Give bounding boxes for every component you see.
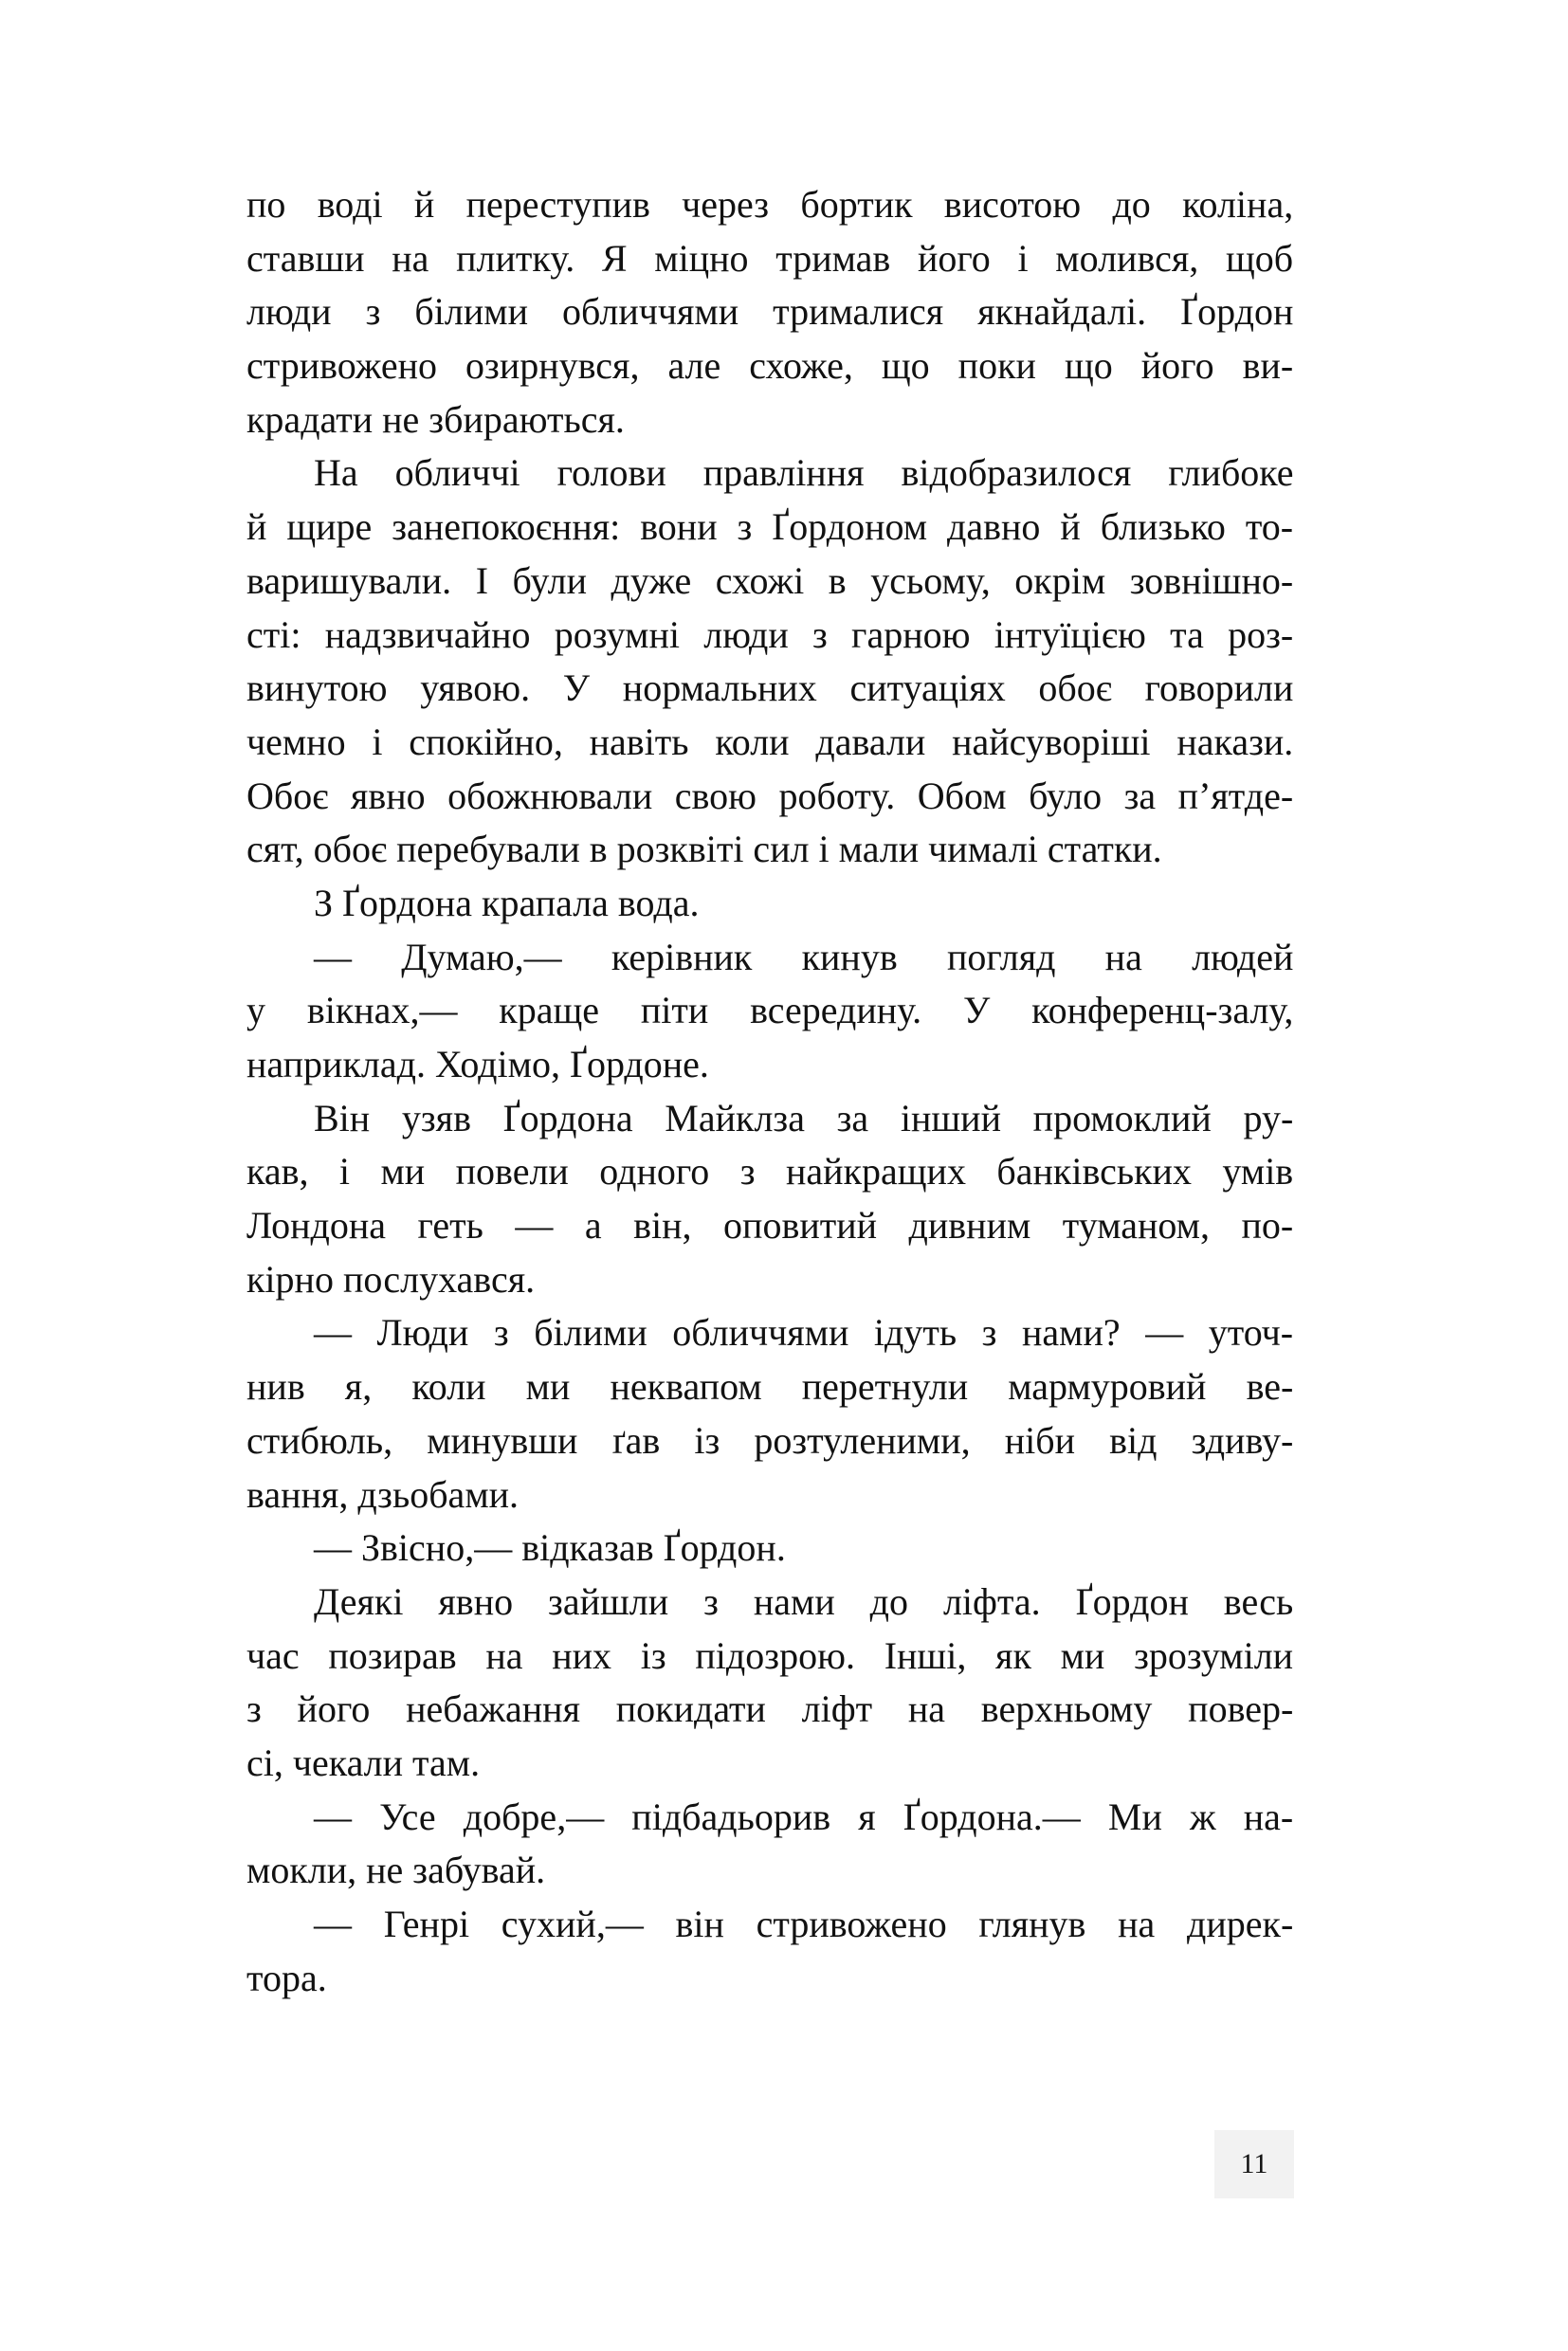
text-line-content: стривожено озирнувся, але схоже, що поки що його ви- [246,344,1294,388]
body-text [246,178,1294,2005]
text-line-content: кірно послухався. [246,1257,536,1301]
text-line [246,501,1294,555]
text-line [246,931,1294,985]
text-line-content: Обоє явно обожнювали свою роботу. Обом було за п’ятде- [246,774,1294,817]
text-line-content: сті: надзвичайно розумні люди з гарною інтуїцією та роз- [246,612,1294,656]
text-line-content: нив я, коли ми неквапом перетнули мармуровий ве- [246,1365,1294,1409]
text-line-content: варишували. І були дуже схожі в усьому, окрім зовнішно- [246,558,1294,602]
text-line [246,447,1294,501]
text-line-content: ставши на плитку. Я міцно тримав його і молився, щоб [246,236,1294,280]
text-line-content: тора. [246,1956,327,1999]
text-line [246,1844,1294,1898]
text-line-content: сят, обоє перебували в розквіті сил і мали чималі статки. [246,828,1162,871]
text-line [246,716,1294,770]
text-line-content: чемно і спокійно, навіть коли давали найсуворіші накази. [246,720,1294,763]
text-line-content: наприклад. Ходімо, Ґордоне. [246,1043,709,1085]
text-line-content: кав, і ми повели одного з найкращих банківських умів [246,1150,1294,1194]
text-line [246,393,1294,447]
text-line [246,1253,1294,1307]
text-line [246,1145,1294,1199]
text-line [246,339,1294,393]
text-line [246,1414,1294,1468]
text-line-content: крадати не збираються. [246,397,625,441]
text-line [246,1468,1294,1522]
text-line [246,1952,1294,2006]
text-line [246,823,1294,877]
text-line-content: На обличчі голови правління відобразилося глибоке [314,451,1294,495]
text-line-content: — Звісно,— відказав Ґордон. [314,1526,786,1570]
text-line [246,1683,1294,1737]
text-line [246,1306,1294,1360]
page-number [1214,2130,1294,2198]
text-line [246,178,1294,232]
text-line [246,770,1294,824]
text-line-content: по воді й переступив через бортик висотою до коліна, [246,183,1294,226]
text-line-content: Деякі явно зайшли з нами до ліфта. Ґордон весь [314,1579,1294,1623]
text-line-content: З Ґордона крапала вода. [314,881,700,924]
text-line [246,1737,1294,1791]
text-line [246,609,1294,663]
text-line-content: мокли, не забувай. [246,1849,546,1892]
text-line-content: винутою уявою. У нормальних ситуаціях обоє говорили [246,666,1294,710]
text-line [246,1360,1294,1414]
text-line [246,662,1294,716]
text-line [246,1898,1294,1952]
text-line-content: Лондона геть — а він, оповитий дивним туманом, по- [246,1204,1294,1248]
text-line-content: й щире занепокоєння: вони з Ґордоном давно й близько то- [246,505,1294,549]
text-line [246,877,1294,931]
page-number-label: 11 [1240,2148,1268,2179]
text-line [246,1522,1294,1576]
text-line [246,1199,1294,1253]
text-line [246,1630,1294,1684]
text-line-content: вання, дзьобами. [246,1472,520,1516]
text-line [246,1092,1294,1146]
text-line [246,1576,1294,1630]
text-line-content: у вікнах,— краще піти всередину. У конференц-залу, [246,989,1294,1032]
text-line-content: — Люди з білими обличчями ідуть з нами? — уточ- [314,1311,1294,1355]
text-line [246,232,1294,286]
text-line-content: Він узяв Ґордона Майклза за інший промоклий ру- [314,1096,1294,1139]
text-line-content: стибюль, минувши ґав із розтуленими, ніби від здиву- [246,1418,1294,1462]
text-line-content: з його небажання покидати ліфт на верхньому повер- [246,1687,1294,1731]
text-line-content: — Генрі сухий,— він стривожено глянув на дирек- [314,1903,1294,1945]
text-line [246,984,1294,1038]
text-line-content: час позирав на них із підозрою. Інші, як ми зрозуміли [246,1633,1294,1677]
text-line [246,285,1294,339]
text-line-content: сі, чекали там. [246,1740,481,1784]
text-line-content: люди з білими обличчями трималися якнайдалі. Ґордон [246,290,1294,334]
text-line [246,1038,1294,1092]
text-line [246,1791,1294,1845]
text-line [246,555,1294,609]
text-line-content: — Усе добре,— підбадьорив я Ґордона.— Ми ж на- [314,1795,1294,1838]
text-line-content: — Думаю,— керівник кинув погляд на людей [314,935,1294,978]
